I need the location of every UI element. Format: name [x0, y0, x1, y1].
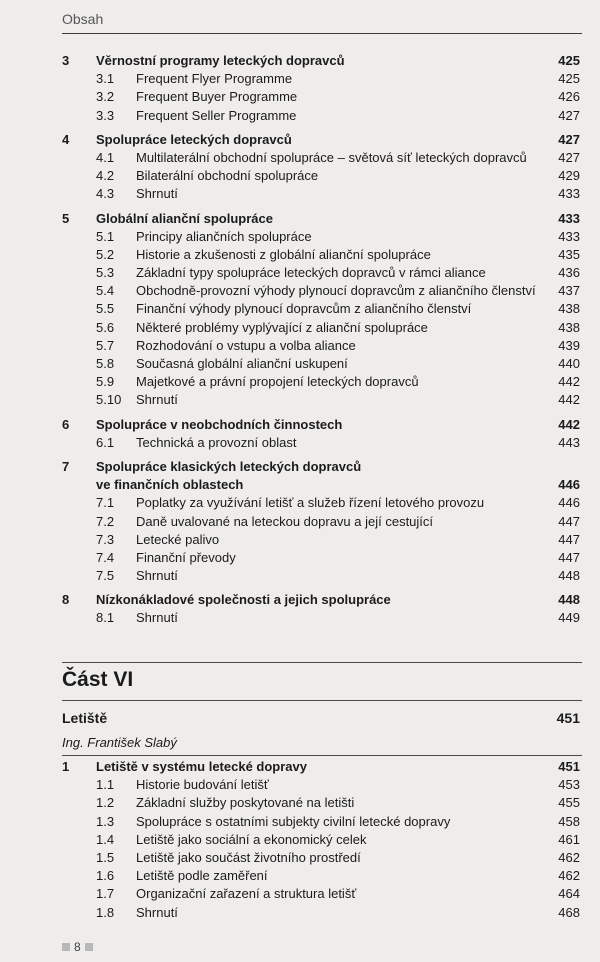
toc-subentry	[0, 549, 600, 567]
toc-chapter	[0, 476, 600, 494]
toc-chapter	[0, 416, 600, 434]
toc-page: 458	[558, 813, 580, 829]
toc-title: Finanční výhody plynoucí dopravcům z aliančního členství	[136, 301, 472, 317]
toc-number: 7.1	[96, 495, 115, 511]
toc-number: 4.1	[96, 149, 115, 165]
toc-chapter	[0, 210, 600, 228]
toc-page: 447	[558, 549, 580, 565]
toc-title: Shrnutí	[136, 568, 178, 584]
toc-title: Letiště jako sociální a ekonomický celek	[136, 831, 367, 847]
toc-number: 5.2	[96, 246, 115, 262]
toc-number: 1.7	[96, 886, 115, 902]
toc-subentry	[0, 885, 600, 903]
toc-title: Spolupráce klasických leteckých dopravců	[96, 458, 362, 474]
toc-page: 455	[558, 795, 580, 811]
toc-page: 429	[558, 168, 580, 184]
footer-square-icon	[62, 943, 70, 951]
section-heading	[62, 710, 580, 732]
toc-page: 451	[558, 759, 580, 774]
toc-number: 5	[62, 210, 70, 226]
toc-title: Majetkové a právní propojení leteckých dopravců	[136, 374, 419, 390]
toc-subentry	[0, 149, 600, 167]
toc-number: 7.3	[96, 531, 115, 547]
toc-page: 443	[558, 434, 580, 450]
toc-subentry	[0, 813, 600, 831]
toc-title: Letecké palivo	[136, 531, 220, 547]
toc-subentry	[0, 776, 600, 794]
toc-title: Věrnostní programy leteckých dopravců	[96, 53, 345, 68]
toc-title: Historie budování letišť	[136, 777, 269, 793]
toc-page: 435	[558, 246, 580, 262]
toc-page: 448	[558, 568, 580, 584]
toc-subentry	[0, 264, 600, 282]
toc-page: 438	[558, 301, 580, 317]
toc-subentry	[0, 319, 600, 337]
toc-page: 446	[558, 477, 580, 493]
toc-title: ve finančních oblastech	[96, 477, 244, 493]
toc-number: 8.1	[96, 610, 115, 626]
toc-subentry	[0, 88, 600, 106]
toc-title: Letiště podle zaměření	[136, 868, 268, 884]
toc-title: Letiště jako součást životního prostředí	[136, 849, 361, 865]
toc-subentry	[0, 831, 600, 849]
toc-page: 427	[558, 149, 580, 165]
toc-subentry	[0, 867, 600, 885]
toc-number: 5.6	[96, 319, 115, 335]
toc-subentry	[0, 609, 600, 627]
toc-number: 5.5	[96, 301, 115, 317]
toc-number: 1.5	[96, 849, 115, 865]
toc-number: 4.3	[96, 186, 115, 202]
toc-title: Obchodně-provozní výhody plynoucí dopravcům z aliančního členství	[136, 283, 536, 299]
toc-page: 433	[558, 210, 580, 226]
running-header: Obsah	[62, 11, 104, 27]
toc-page: 447	[558, 531, 580, 547]
toc-number: 5.7	[96, 337, 115, 353]
toc-title: Bilaterální obchodní spolupráce	[136, 168, 319, 184]
toc-chapter	[0, 131, 600, 149]
toc-subentry	[0, 434, 600, 452]
part-rule-bottom	[62, 700, 582, 701]
toc-page: 427	[558, 107, 580, 123]
section-author: Ing. František Slabý	[62, 735, 177, 750]
toc-number: 6.1	[96, 434, 115, 450]
toc-page: 433	[558, 186, 580, 202]
toc-page: 468	[558, 904, 580, 920]
toc-title: Základní služby poskytované na letišti	[136, 795, 355, 811]
toc-title: Některé problémy vyplývající z alianční spolupráce	[136, 319, 428, 335]
toc-page: 442	[558, 392, 580, 408]
toc-page: 438	[558, 319, 580, 335]
toc-title: Frequent Flyer Programme	[136, 71, 293, 87]
toc-subentry	[0, 849, 600, 867]
toc-page: 462	[558, 868, 580, 884]
toc-subentry	[0, 567, 600, 585]
toc-number: 8	[62, 592, 70, 608]
toc-number: 5.3	[96, 265, 115, 281]
toc-page: 433	[558, 228, 580, 244]
toc-chapter	[0, 591, 600, 609]
toc-title: Základní typy spolupráce leteckých dopravců v rámci aliance	[136, 265, 486, 281]
toc-page: 425	[558, 71, 580, 87]
toc-number: 1.1	[96, 777, 115, 793]
toc-title: Shrnutí	[136, 392, 178, 408]
toc-title: Frequent Seller Programme	[136, 107, 297, 123]
toc-number: 4	[62, 131, 70, 147]
toc-subentry	[0, 228, 600, 246]
toc-page: 442	[558, 416, 580, 432]
toc-title: Multilaterální obchodní spolupráce – světová síť leteckých dopravců	[136, 149, 527, 165]
toc-chapter	[0, 758, 600, 776]
toc-title: Spolupráce v neobchodních činnostech	[96, 416, 343, 432]
toc-page: 425	[558, 53, 580, 68]
toc-subentry	[0, 337, 600, 355]
toc-number: 1.4	[96, 831, 115, 847]
toc-title: Historie a zkušenosti z globální alianční spolupráce	[136, 246, 431, 262]
toc-subentry	[0, 70, 600, 88]
toc-subentry	[0, 246, 600, 264]
toc-number: 5.4	[96, 283, 115, 299]
toc-title: Spolupráce leteckých dopravců	[96, 131, 292, 147]
toc-page: 453	[558, 777, 580, 793]
toc-number: 7.4	[96, 549, 115, 565]
toc-number: 7.5	[96, 568, 115, 584]
toc-title: Daně uvalované na leteckou dopravu a její cestující	[136, 513, 434, 529]
toc-number: 1.3	[96, 813, 115, 829]
toc-title: Nízkonákladové společnosti a jejich spolupráce	[96, 592, 391, 608]
toc-page: 446	[558, 495, 580, 511]
toc-number: 5.8	[96, 356, 115, 371]
part-rule-top	[62, 662, 582, 663]
toc-page: 427	[558, 131, 580, 147]
toc-title: Principy aliančních spolupráce	[136, 228, 312, 244]
toc-number: 5.10	[96, 392, 122, 408]
toc-page: 449	[558, 610, 580, 626]
toc-subentry	[0, 904, 600, 922]
toc-page: 440	[558, 356, 580, 371]
toc-number: 3.1	[96, 71, 115, 87]
toc-number: 4.2	[96, 168, 115, 184]
toc-subentry	[0, 513, 600, 531]
toc-title: Technická a provozní oblast	[136, 434, 297, 450]
page-footer	[62, 940, 93, 954]
section-title: Letiště	[62, 710, 108, 726]
toc-page: 461	[558, 831, 580, 847]
toc-number: 1.6	[96, 868, 115, 884]
toc-number: 7	[62, 458, 70, 474]
toc-title: Shrnutí	[136, 610, 178, 626]
toc-number: 1.8	[96, 904, 115, 920]
footer-square-icon	[85, 943, 93, 951]
toc-page: 447	[558, 513, 580, 529]
toc-main	[0, 52, 600, 628]
page-number: 8	[74, 940, 81, 954]
toc-title: Letiště v systému letecké dopravy	[96, 759, 307, 774]
toc-chapter	[0, 458, 600, 476]
part-title: Část VI	[62, 668, 134, 691]
toc-subentry	[0, 531, 600, 549]
toc-subentry	[0, 794, 600, 812]
toc-chapter	[0, 52, 600, 70]
toc-page: 462	[558, 849, 580, 865]
toc-page: 464	[558, 886, 580, 902]
toc-page: 442	[558, 374, 580, 390]
toc-number: 1	[62, 759, 70, 774]
toc-number: 7.2	[96, 513, 115, 529]
toc-title: Současná globální alianční uskupení	[136, 356, 348, 371]
toc-page: 426	[558, 89, 580, 105]
toc-title: Shrnutí	[136, 904, 178, 920]
toc-subentry	[0, 185, 600, 203]
toc-title: Poplatky za využívání letišť a služeb řízení letového provozu	[136, 495, 485, 511]
toc-title: Frequent Buyer Programme	[136, 89, 298, 105]
toc-subentry	[0, 167, 600, 185]
toc-subentry	[0, 373, 600, 391]
toc-number: 1.2	[96, 795, 115, 811]
toc-title: Organizační zařazení a struktura letišť	[136, 886, 357, 902]
toc-subentry	[0, 494, 600, 512]
toc-title: Finanční převody	[136, 549, 236, 565]
toc-page: 436	[558, 265, 580, 281]
toc-number: 3.2	[96, 89, 115, 105]
toc-title: Rozhodování o vstupu a volba aliance	[136, 337, 356, 353]
toc-title: Globální alianční spolupráce	[96, 210, 273, 226]
toc-page: 437	[558, 283, 580, 299]
toc-subentry	[0, 107, 600, 125]
toc-page: 448	[558, 592, 580, 608]
toc-subentry	[0, 282, 600, 300]
toc-number: 5.1	[96, 228, 115, 244]
toc-number: 3	[62, 53, 70, 68]
section-rule	[62, 755, 582, 756]
toc-subentry	[0, 300, 600, 318]
toc-number: 3.3	[96, 107, 115, 123]
toc-number: 6	[62, 416, 70, 432]
toc-number: 5.9	[96, 374, 115, 390]
toc-part	[0, 758, 600, 922]
toc-page: 439	[558, 337, 580, 353]
toc-title: Spolupráce s ostatními subjekty civilní letecké dopravy	[136, 813, 451, 829]
header-rule	[62, 33, 582, 34]
section-page: 451	[556, 710, 580, 726]
toc-subentry	[0, 391, 600, 409]
toc-title: Shrnutí	[136, 186, 178, 202]
toc-subentry	[0, 355, 600, 373]
